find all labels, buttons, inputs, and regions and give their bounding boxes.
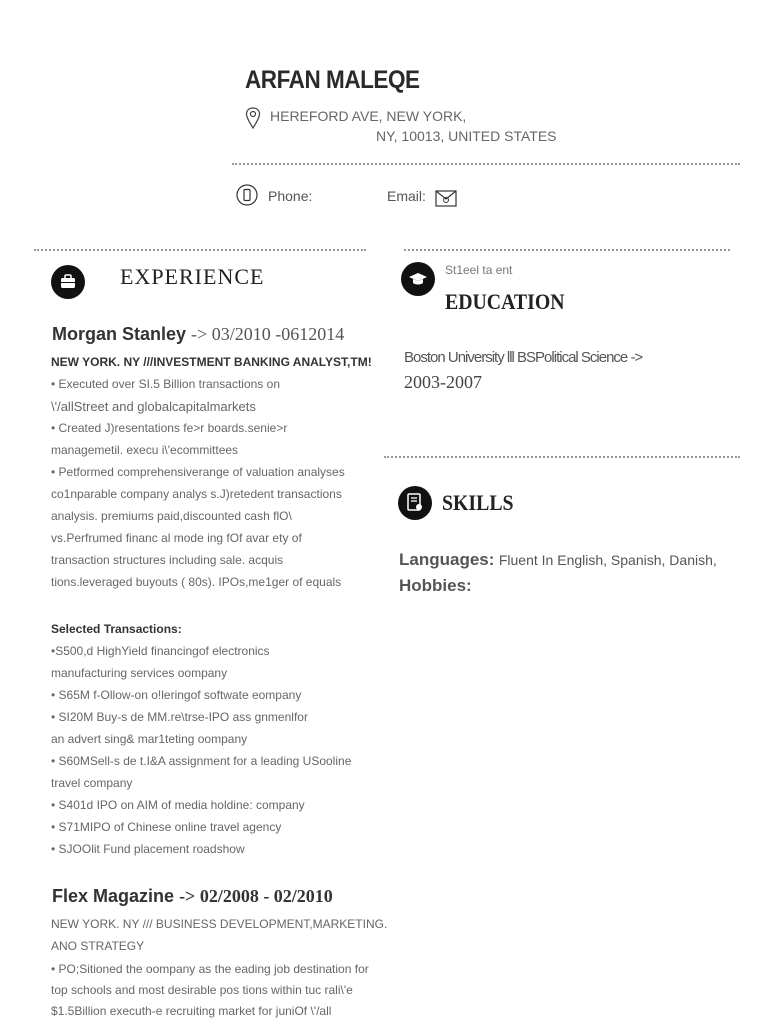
transaction-item: • SI20M Buy-s de MM.re\trse-IPO ass gnmenlfor bbox=[51, 710, 308, 724]
description-line: tions.leveraged buyouts ( 80s). IPOs,me1ger of equals bbox=[51, 575, 342, 589]
company-name: Morgan Stanley bbox=[52, 324, 187, 344]
description-line: • Executed over SI.5 Billion transactions on bbox=[51, 377, 280, 391]
header-divider bbox=[232, 163, 740, 165]
location-pin-icon bbox=[245, 106, 261, 135]
education-divider bbox=[404, 249, 730, 251]
candidate-name: ARFAN MALEQE bbox=[245, 66, 420, 94]
briefcase-icon bbox=[51, 265, 85, 299]
job-description bbox=[51, 377, 345, 597]
transaction-item: manufacturing services oompany bbox=[51, 666, 228, 680]
transaction-item: an advert sing& mar1teting oompany bbox=[51, 732, 248, 746]
selected-transactions-heading: Selected Transactions: bbox=[51, 622, 182, 636]
certificate-icon bbox=[398, 486, 432, 520]
transaction-item: • S401d IPO on AIM of media holdine: company bbox=[51, 798, 305, 812]
description-line: analysis. premiums paid,discounted cash flO\ bbox=[51, 509, 292, 523]
skills-divider bbox=[384, 456, 740, 458]
experience-heading: EXPERIENCE bbox=[120, 264, 265, 289]
transaction-item: • S71MIPO of Chinese online travel agency bbox=[51, 820, 282, 834]
transaction-item: travel company bbox=[51, 776, 133, 790]
transaction-item: • S65M f-Ollow-on o!leringof softwate eompany bbox=[51, 688, 302, 702]
description-line: • Created J)resentations fe>r boards.senie>r bbox=[51, 421, 288, 435]
description-line: vs.Perfrumed financ al mode ing fOf avar ety of bbox=[51, 531, 302, 545]
email-label: Email: bbox=[387, 188, 426, 204]
education-overline: St1eel ta ent bbox=[445, 263, 513, 277]
job-title-flex-magazine bbox=[52, 886, 333, 907]
description-line: • PO;Sitioned the oompany as the eading job destination for bbox=[51, 962, 369, 976]
job-dates: -> 02/2008 - 02/2010 bbox=[179, 886, 333, 906]
job-subtitle: ANO STRATEGY bbox=[51, 939, 145, 953]
graduation-cap-icon bbox=[401, 262, 435, 296]
transaction-item: • S60MSell-s de t.I&A assignment for a leading USooline bbox=[51, 754, 352, 768]
education-heading: EDUCATION bbox=[445, 289, 565, 314]
hobbies-label: Hobbies: bbox=[399, 576, 472, 595]
job-description bbox=[51, 962, 369, 1025]
description-line: • Petformed comprehensiverange of valuation analyses bbox=[51, 465, 345, 479]
company-name: Flex Magazine bbox=[52, 886, 175, 906]
languages-row bbox=[399, 550, 717, 570]
job-subtitle: NEW YORK. NY /// BUSINESS DEVELOPMENT,MARKETING. bbox=[51, 917, 388, 931]
phone-label: Phone: bbox=[268, 188, 313, 204]
email-icon bbox=[435, 190, 457, 212]
address-line-2: NY, 10013, UNITED STATES bbox=[376, 128, 557, 144]
description-line: \'/allStreet and globalcapitalmarkets bbox=[51, 399, 256, 414]
transaction-item: •S500,d HighYield financingof electronics bbox=[51, 644, 270, 658]
transaction-item: • SJOOlit Fund placement roadshow bbox=[51, 842, 245, 856]
address-line-1: HEREFORD AVE, NEW YORK, bbox=[270, 108, 467, 124]
description-line: co1nparable company analys s.J)retedent transactions bbox=[51, 487, 342, 501]
job-subtitle: NEW YORK. NY ///INVESTMENT BANKING ANALYST,TM! bbox=[51, 355, 372, 369]
job-title-morgan-stanley bbox=[52, 324, 344, 345]
description-line: $1.5Billion executh-e recruiting market for juniOf \'/all bbox=[51, 1004, 332, 1018]
experience-divider bbox=[34, 249, 366, 251]
job-dates: -> 03/2010 -0612014 bbox=[191, 324, 345, 344]
skills-heading: SKILLS bbox=[442, 490, 514, 515]
education-years: 2003-2007 bbox=[404, 372, 482, 392]
description-line: transaction structures including sale. acquis bbox=[51, 553, 284, 567]
description-line: top schools and most desirable pos tions within tuc rali\'e bbox=[51, 983, 353, 997]
description-line: managemetil. execu i\'ecommittees bbox=[51, 443, 239, 457]
languages-label: Languages: bbox=[399, 550, 495, 569]
languages-value: Fluent In English, Spanish, Danish, bbox=[498, 552, 717, 568]
transactions-list bbox=[51, 644, 351, 864]
phone-icon bbox=[236, 184, 258, 211]
education-entry: Boston University lll BSPolitical Science -> bbox=[404, 349, 643, 366]
